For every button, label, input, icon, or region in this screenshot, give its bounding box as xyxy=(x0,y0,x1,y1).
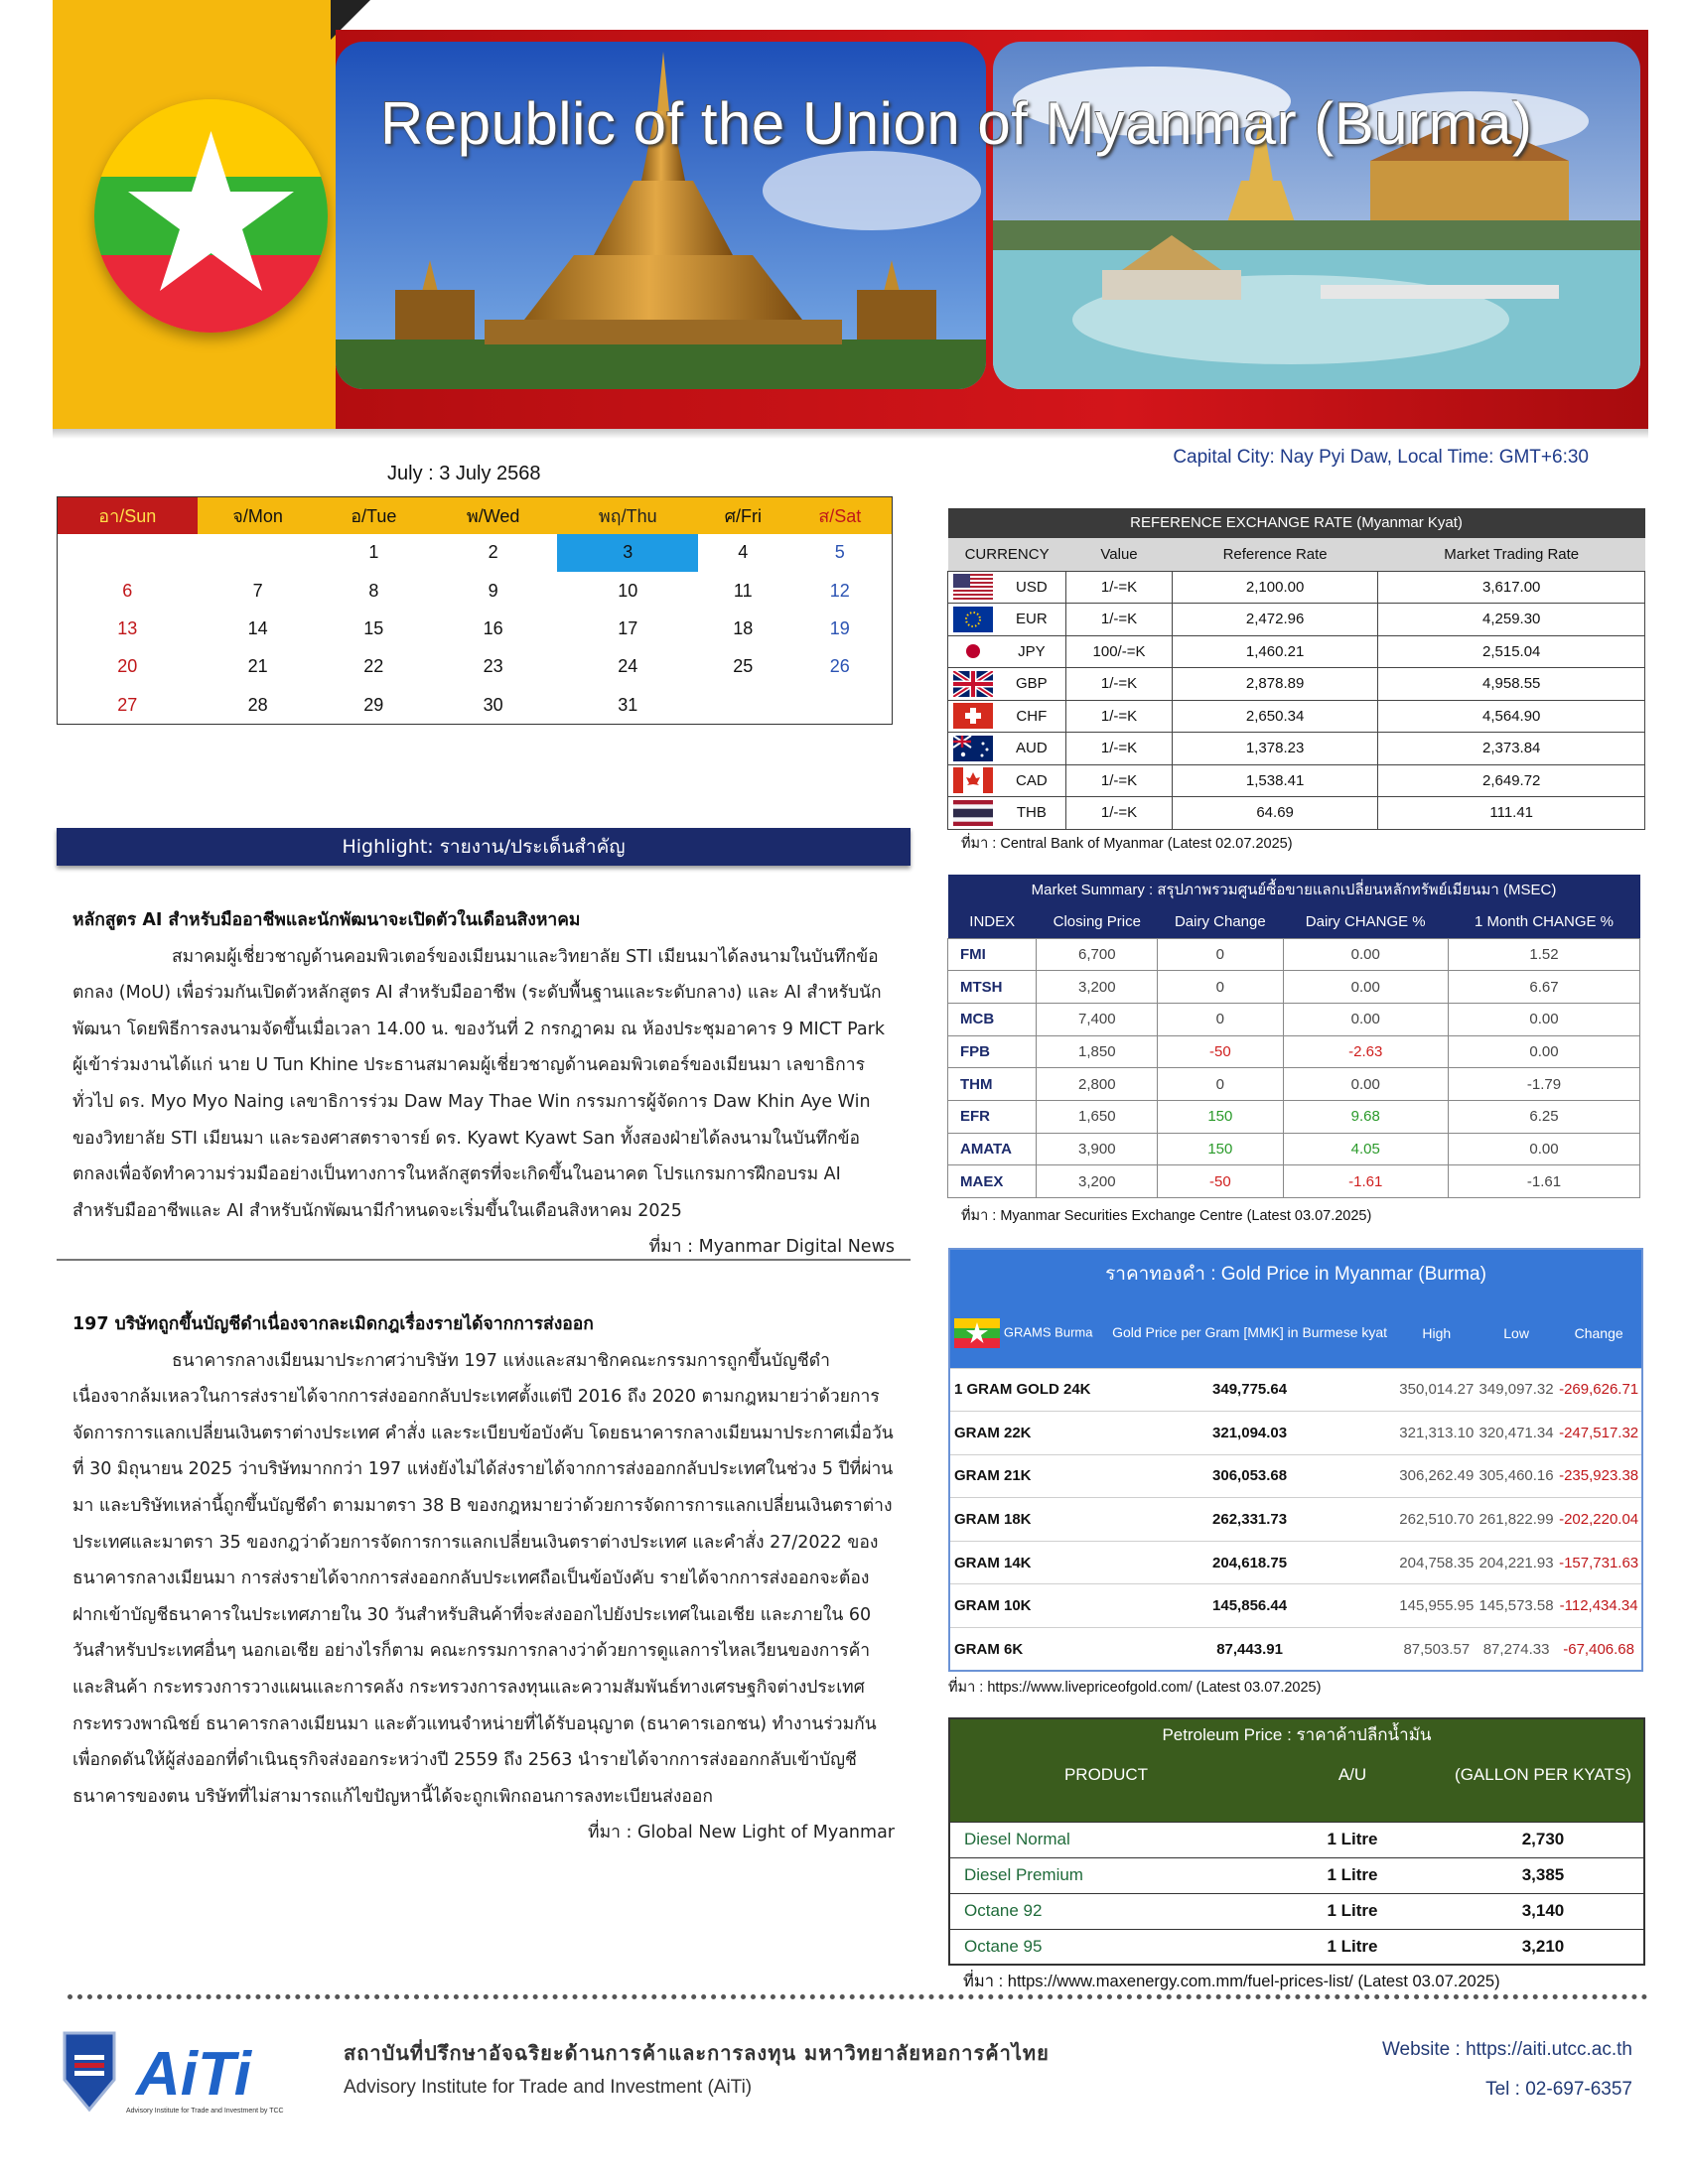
column-header: PRODUCT xyxy=(949,1751,1262,1822)
table-row xyxy=(949,1628,1642,1672)
gold-grade: GRAM 10K xyxy=(949,1584,1102,1628)
table-row xyxy=(949,1584,1642,1628)
aiti-logo xyxy=(55,2025,333,2123)
calendar-day: 2 xyxy=(488,542,498,563)
table-row xyxy=(948,797,1645,830)
gold-high: 204,758.35 xyxy=(1397,1541,1477,1584)
gold-low: 87,274.33 xyxy=(1477,1628,1556,1672)
daily-change-pct: -1.61 xyxy=(1283,1165,1448,1198)
gold-price: 349,775.64 xyxy=(1102,1368,1396,1412)
calendar-week xyxy=(58,572,893,610)
table-row xyxy=(948,604,1645,636)
gold-change: -202,220.04 xyxy=(1556,1498,1642,1542)
reference-rate: 2,472.96 xyxy=(1172,604,1378,636)
calendar-day: 8 xyxy=(368,580,379,601)
table-header-row xyxy=(949,1298,1642,1368)
page-title: Republic of the Union of Myanmar (Burma) xyxy=(380,90,1533,157)
day-header: ส/Sat xyxy=(787,497,892,534)
index-name: MAEX xyxy=(948,1165,1037,1198)
table-row xyxy=(948,1100,1640,1133)
gold-grade: GRAM 14K xyxy=(949,1541,1102,1584)
currency-code: THB xyxy=(998,797,1066,830)
us-flag-icon xyxy=(948,571,998,604)
table-caption: Market Summary : สรุปภาพรวมศูนย์ซื้อขายแลกเปลี่ยนหลักทรัพย์เมียนมา (MSEC) xyxy=(948,875,1640,906)
article-source: ที่มา : Myanmar Digital News xyxy=(648,1237,895,1258)
gold-grade: GRAM 18K xyxy=(949,1498,1102,1542)
closing-price: 6,700 xyxy=(1037,938,1158,971)
table-row xyxy=(949,1541,1642,1584)
calendar-day: 19 xyxy=(829,617,850,638)
calendar-day: 26 xyxy=(829,656,850,677)
gold-high: 145,955.95 xyxy=(1397,1584,1477,1628)
column-header: Dairy Change xyxy=(1158,906,1283,938)
table-row xyxy=(949,1412,1642,1455)
gold-price: 145,856.44 xyxy=(1102,1584,1396,1628)
table-row xyxy=(948,1068,1640,1101)
capital-info: Capital City: Nay Pyi Daw, Local Time: GMT+6:30 xyxy=(1173,447,1589,468)
logo-tagline: Advisory Institute for Trade and Investment by TCC xyxy=(126,2108,284,2115)
daily-change: 150 xyxy=(1158,1100,1283,1133)
gold-low: 145,573.58 xyxy=(1477,1584,1556,1628)
calendar-day: 29 xyxy=(363,694,384,715)
gold-low: 349,097.32 xyxy=(1477,1368,1556,1412)
currency-code: JPY xyxy=(998,635,1066,668)
daily-change-pct: 4.05 xyxy=(1283,1133,1448,1165)
daily-change-pct: 0.00 xyxy=(1283,1003,1448,1035)
currency-code: EUR xyxy=(998,604,1066,636)
closing-price: 3,900 xyxy=(1037,1133,1158,1165)
gold-low: 320,471.34 xyxy=(1477,1412,1556,1455)
gold-change: -67,406.68 xyxy=(1556,1628,1642,1672)
gold-price-table xyxy=(948,1248,1643,1672)
closing-price: 1,850 xyxy=(1037,1035,1158,1068)
calendar-day: 21 xyxy=(247,656,268,677)
market-rate: 2,373.84 xyxy=(1378,733,1645,765)
currency-code: GBP xyxy=(998,668,1066,701)
month-change-pct: -1.61 xyxy=(1448,1165,1639,1198)
table-caption: ราคาทองคำ : Gold Price in Myanmar (Burma) xyxy=(949,1249,1642,1298)
th-flag-icon xyxy=(948,797,998,830)
calendar-day: 11 xyxy=(733,580,753,601)
calendar-day: 25 xyxy=(733,656,754,677)
gold-grade: 1 GRAM GOLD 24K xyxy=(949,1368,1102,1412)
currency-code: CAD xyxy=(998,764,1066,797)
gold-change: -235,923.38 xyxy=(1556,1454,1642,1498)
column-header: Change xyxy=(1556,1298,1642,1368)
table-row xyxy=(948,764,1645,797)
fuel-price: 2,730 xyxy=(1443,1822,1644,1857)
fuel-price: 3,385 xyxy=(1443,1857,1644,1893)
logo-text: AiTi xyxy=(136,2040,251,2109)
market-rate: 4,259.30 xyxy=(1378,604,1645,636)
calendar-day: 3 xyxy=(557,534,698,572)
day-header: อา/Sun xyxy=(58,497,198,534)
calendar-day xyxy=(787,686,892,724)
fuel-product: Octane 95 xyxy=(949,1929,1262,1965)
calendar-week xyxy=(58,534,893,572)
calendar-day: 13 xyxy=(117,617,138,638)
market-rate: 2,515.04 xyxy=(1378,635,1645,668)
closing-price: 3,200 xyxy=(1037,1165,1158,1198)
calendar-day: 20 xyxy=(117,656,138,677)
table-row xyxy=(948,1003,1640,1035)
market-rate: 4,958.55 xyxy=(1378,668,1645,701)
calendar-day: 18 xyxy=(733,617,754,638)
column-header: Dairy CHANGE % xyxy=(1283,906,1448,938)
daily-change-pct: -2.63 xyxy=(1283,1035,1448,1068)
gold-change: -112,434.34 xyxy=(1556,1584,1642,1628)
table-row xyxy=(948,971,1640,1004)
table-header-row xyxy=(949,1751,1644,1822)
gold-low: 204,221.93 xyxy=(1477,1541,1556,1584)
calendar-day: 15 xyxy=(363,617,384,638)
daily-change: 150 xyxy=(1158,1133,1283,1165)
reference-rate: 1,378.23 xyxy=(1172,733,1378,765)
column-header: Market Trading Rate xyxy=(1378,538,1645,571)
reference-rate: 1,538.41 xyxy=(1172,764,1378,797)
daily-change: -50 xyxy=(1158,1165,1283,1198)
market-rate: 4,564.90 xyxy=(1378,700,1645,733)
au-flag-icon xyxy=(948,733,998,765)
day-header: ศ/Fri xyxy=(698,497,787,534)
index-name: MCB xyxy=(948,1003,1037,1035)
gold-change: -269,626.71 xyxy=(1556,1368,1642,1412)
column-header: Reference Rate xyxy=(1172,538,1378,571)
calendar-day: 7 xyxy=(252,580,263,601)
fuel-unit: 1 Litre xyxy=(1262,1929,1443,1965)
header-banner xyxy=(53,0,1648,437)
calendar-day: 1 xyxy=(368,542,379,563)
reference-rate: 2,650.34 xyxy=(1172,700,1378,733)
calendar xyxy=(57,496,893,725)
index-name: AMATA xyxy=(948,1133,1037,1165)
calendar-day xyxy=(198,534,319,572)
index-name: FPB xyxy=(948,1035,1037,1068)
gold-price: 306,053.68 xyxy=(1102,1454,1396,1498)
fuel-unit: 1 Litre xyxy=(1262,1822,1443,1857)
gold-price: 262,331.73 xyxy=(1102,1498,1396,1542)
calendar-day: 4 xyxy=(738,542,749,563)
petroleum-source: ที่มา : https://www.maxenergy.com.mm/fuel-prices-list/ (Latest 03.07.2025) xyxy=(963,1973,1500,1990)
closing-price: 3,200 xyxy=(1037,971,1158,1004)
calendar-day: 12 xyxy=(829,580,850,601)
column-header: CURRENCY xyxy=(948,538,1066,571)
table-row xyxy=(948,938,1640,971)
calendar-title: July : 3 July 2568 xyxy=(387,463,541,484)
table-row xyxy=(948,1165,1640,1198)
currency-code: AUD xyxy=(998,733,1066,765)
article-body: สมาคมผู้เชี่ยวชาญด้านคอมพิวเตอร์ของเมียนมาและวิทยาลัย STI เมียนมาได้ลงนามในบันทึกข้อตกลง (MoU) เพื่อร่วมกันเปิดตัวหลักสูตร AI สำหรับมืออาชีพ (ระดับพื้นฐานและระดับกลาง) และ AI สำหรับนักพัฒนา โดยพิธีการลงนามจัดขึ้นเมื่อเวลา 14.00 น. ของวันที่ 2 กรกฎาคม ณ ห้องประชุมอาคาร 9 MICT Park ผู้เข้าร่วมงานได้แก่ นาย U Tun Khine ประธานสมาคมผู้เชี่ยวชาญด้านคอมพิวเตอร์ของเมียนมา เลขาธิการทั่วไป ดร. Myo Myo Naing เลขาธิการร่วม Daw May Thae Win กรรมการผู้จัดการ Daw Khin Aye Win ของวิทยาลัย STI เมียนมา และรองศาสตราจารย์ ดร. Kyawt Kyawt San ทั้งสองฝ่ายได้ลงนามในบันทึกข้อตกลงเพื่อจัดทำความร่วมมืออย่างเป็นทางการในหลักสูตรที่จะเกิดขึ้นในอนาคต โปรแกรมการฝึกอบรม AI สำหรับมืออาชีพและ AI สำหรับนักพัฒนามีกำหนดจะเริ่มขึ้นในเดือนสิงหาคม 2025 xyxy=(72,946,885,1221)
daily-change: 0 xyxy=(1158,1068,1283,1101)
telephone: Tel : 02-697-6357 xyxy=(1485,2079,1632,2100)
footer-divider xyxy=(68,1994,1648,1999)
currency-code: CHF xyxy=(998,700,1066,733)
table-row xyxy=(948,1035,1640,1068)
table-row xyxy=(948,668,1645,701)
daily-change-pct: 0.00 xyxy=(1283,938,1448,971)
news-article xyxy=(72,1306,897,1851)
market-rate: 111.41 xyxy=(1378,797,1645,830)
calendar-week xyxy=(58,648,893,686)
month-change-pct: 0.00 xyxy=(1448,1133,1639,1165)
calendar-header-row xyxy=(58,497,893,534)
closing-price: 7,400 xyxy=(1037,1003,1158,1035)
news-article xyxy=(72,902,897,1266)
market-rate: 3,617.00 xyxy=(1378,571,1645,604)
gold-high: 350,014.27 xyxy=(1397,1368,1477,1412)
calendar-day: 10 xyxy=(618,580,638,601)
table-row xyxy=(949,1929,1644,1965)
ca-flag-icon xyxy=(948,764,998,797)
index-name: THM xyxy=(948,1068,1037,1101)
currency-value: 1/-=K xyxy=(1066,797,1173,830)
calendar-day: 6 xyxy=(122,580,133,601)
myanmar-flag-icon xyxy=(94,99,328,333)
table-row xyxy=(948,635,1645,668)
fuel-product: Diesel Normal xyxy=(949,1822,1262,1857)
divider xyxy=(57,1259,911,1261)
gold-change: -247,517.32 xyxy=(1556,1412,1642,1455)
gold-grade: GRAM 21K xyxy=(949,1454,1102,1498)
calendar-day: 17 xyxy=(618,617,638,638)
institute-thai-name: สถาบันที่ปรึกษาอัจฉริยะด้านการค้าและการลงทุน มหาวิทยาลัยหอการค้าไทย xyxy=(344,2041,1050,2065)
fuel-product: Diesel Premium xyxy=(949,1857,1262,1893)
eu-flag-icon xyxy=(948,604,998,636)
column-header: Closing Price xyxy=(1037,906,1158,938)
gold-high: 262,510.70 xyxy=(1397,1498,1477,1542)
gb-flag-icon xyxy=(948,668,998,701)
calendar-day: 16 xyxy=(483,617,503,638)
column-header: Low xyxy=(1477,1298,1556,1368)
calendar-day: 23 xyxy=(483,656,503,677)
index-name: FMI xyxy=(948,938,1037,971)
calendar-day: 28 xyxy=(247,694,268,715)
gold-high: 321,313.10 xyxy=(1397,1412,1477,1455)
calendar-day: 27 xyxy=(117,694,138,715)
currency-value: 1/-=K xyxy=(1066,668,1173,701)
petroleum-price-table xyxy=(948,1717,1645,1966)
fuel-product: Octane 92 xyxy=(949,1893,1262,1929)
daily-change-pct: 9.68 xyxy=(1283,1100,1448,1133)
calendar-week xyxy=(58,686,893,724)
reference-rate: 1,460.21 xyxy=(1172,635,1378,668)
month-change-pct: 6.25 xyxy=(1448,1100,1639,1133)
column-header: Value xyxy=(1066,538,1173,571)
gold-price: 204,618.75 xyxy=(1102,1541,1396,1584)
reference-rate: 2,100.00 xyxy=(1172,571,1378,604)
column-header: 1 Month CHANGE % xyxy=(1448,906,1639,938)
jp-flag-icon xyxy=(948,635,998,668)
gold-source: ที่มา : https://www.livepriceofgold.com/ (Latest 03.07.2025) xyxy=(948,1680,1322,1696)
exchange-rate-table xyxy=(947,508,1645,830)
gold-grade: GRAM 22K xyxy=(949,1412,1102,1455)
index-name: MTSH xyxy=(948,971,1037,1004)
day-header: จ/Mon xyxy=(198,497,319,534)
daily-change: 0 xyxy=(1158,971,1283,1004)
table-caption: REFERENCE EXCHANGE RATE (Myanmar Kyat) xyxy=(948,508,1645,538)
table-row xyxy=(949,1893,1644,1929)
day-header: อ/Tue xyxy=(319,497,429,534)
column-header: High xyxy=(1397,1298,1477,1368)
currency-code: USD xyxy=(998,571,1066,604)
article-headline: หลักสูตร AI สำหรับมืออาชีพและนักพัฒนาจะเปิดตัวในเดือนสิงหาคม xyxy=(72,910,581,930)
table-header-row xyxy=(948,906,1640,938)
table-row xyxy=(949,1368,1642,1412)
month-change-pct: 0.00 xyxy=(1448,1035,1639,1068)
table-header-row xyxy=(948,538,1645,571)
month-change-pct: -1.79 xyxy=(1448,1068,1639,1101)
market-summary-table xyxy=(947,875,1640,1198)
day-header: พฤ/Thu xyxy=(557,497,698,534)
column-header: A/U xyxy=(1262,1751,1443,1822)
calendar-day: 24 xyxy=(618,656,638,677)
column-header: (GALLON PER KYATS) xyxy=(1443,1751,1644,1822)
myanmar-flag-icon xyxy=(954,1318,1000,1348)
table-caption: Petroleum Price : ราคาค้าปลีกน้ำมัน xyxy=(949,1718,1644,1751)
column-header: INDEX xyxy=(948,906,1037,938)
table-row xyxy=(948,571,1645,604)
currency-value: 1/-=K xyxy=(1066,604,1173,636)
table-row xyxy=(949,1498,1642,1542)
month-change-pct: 0.00 xyxy=(1448,1003,1639,1035)
table-row xyxy=(949,1454,1642,1498)
calendar-day: 9 xyxy=(488,580,498,601)
currency-value: 1/-=K xyxy=(1066,764,1173,797)
table-row xyxy=(948,1133,1640,1165)
daily-change-pct: 0.00 xyxy=(1283,971,1448,1004)
column-header: GRAMS Burma xyxy=(949,1298,1102,1368)
market-source: ที่มา : Myanmar Securities Exchange Centre (Latest 03.07.2025) xyxy=(961,1208,1372,1224)
table-row xyxy=(948,700,1645,733)
ch-flag-icon xyxy=(948,700,998,733)
gold-price: 321,094.03 xyxy=(1102,1412,1396,1455)
closing-price: 2,800 xyxy=(1037,1068,1158,1101)
daily-change: -50 xyxy=(1158,1035,1283,1068)
table-row xyxy=(949,1822,1644,1857)
market-rate: 2,649.72 xyxy=(1378,764,1645,797)
month-change-pct: 1.52 xyxy=(1448,938,1639,971)
reference-rate: 64.69 xyxy=(1172,797,1378,830)
month-change-pct: 6.67 xyxy=(1448,971,1639,1004)
closing-price: 1,650 xyxy=(1037,1100,1158,1133)
gold-high: 87,503.57 xyxy=(1397,1628,1477,1672)
gold-high: 306,262.49 xyxy=(1397,1454,1477,1498)
institute-english-name: Advisory Institute for Trade and Investment (AiTi) xyxy=(344,2077,753,2098)
article-body: ธนาคารกลางเมียนมาประกาศว่าบริษัท 197 แห่งและสมาชิกคณะกรรมการถูกขึ้นบัญชีดำเนื่องจากล้มเหลวในการส่งรายได้จากการส่งออกกลับประเทศตั้งแต่ปี 2016 ถึง 2020 ตามกฎหมายว่าด้วยการจัดการการแลกเปลี่ยนเงินตราต่างประเทศ คำสั่ง และระเบียบข้อบังคับ โดยธนาคารกลางเมียนมาประกาศเมื่อวันที่ 30 มิถุนายน 2025 ว่าบริษัทมากกว่า 197 แห่งยังไม่ได้ส่งรายได้จากการส่งออกกลับประเทศในช่วง 5 ปีที่ผ่านมา และบริษัทเหล่านี้ถูกขึ้นบัญชีดำ ตามมาตรา 38 B ของกฎหมายว่าด้วยการจัดการการแลกเปลี่ยนเงินตราต่างประเทศและมาตรา 35 ของกฎว่าด้วยการจัดการการแลกเปลี่ยนเงินตราต่างประเทศ และคำสั่ง 27/2022 ของธนาคารกลางเมียนมา การส่งรายได้จากการส่งออกกลับประเทศถือเป็นข้อบังคับ รายได้จากการส่งออกจะต้องฝากเข้าบัญชีธนาคารในประเทศภายใน 30 วันสำหรับสินค้าที่จะส่งออกไปยังประเทศในเอเชีย และภายใน 60 วันสำหรับประเทศอื่นๆ นอกเอเชีย อย่างไรก็ตาม คณะกรรมการกลางว่าด้วยการดูแลการไหลเวียนของการค้าและสินค้า กระทรวงการวางแผนและการคลัง กระทรวงการลงทุนและความสัมพันธ์ทางเศรษฐกิจต่างประเทศ กระทรวงพาณิชย์ ธนาคารกลางเมียนมา และตัวแทนจำหน่ายที่ได้รับอนุญาต (ธนาคารเอกชน) ทำงานร่วมกันเพื่อกดดันให้ผู้ส่งออกที่ดำเนินธุรกิจส่งออกระหว่างปี 2559 ถึง 2563 นำรายได้จากการส่งออกกลับเข้าบัญชีธนาคารของตน บริษัทที่ไม่สามารถแก้ไขปัญหานี้ได้จะถูกเพิกถอนการลงทะเบียนส่งออก xyxy=(72,1350,894,1807)
reference-rate: 2,878.89 xyxy=(1172,668,1378,701)
currency-value: 100/-=K xyxy=(1066,635,1173,668)
daily-change: 0 xyxy=(1158,1003,1283,1035)
table-row xyxy=(948,733,1645,765)
gold-low: 305,460.16 xyxy=(1477,1454,1556,1498)
gold-grade: GRAM 6K xyxy=(949,1628,1102,1672)
column-header: Gold Price per Gram [MMK] in Burmese kyat xyxy=(1102,1298,1396,1368)
calendar-day: 14 xyxy=(247,617,268,638)
calendar-day: 31 xyxy=(618,694,638,715)
gold-low: 261,822.99 xyxy=(1477,1498,1556,1542)
currency-value: 1/-=K xyxy=(1066,733,1173,765)
fuel-price: 3,140 xyxy=(1443,1893,1644,1929)
highlight-header: Highlight: รายงาน/ประเด็นสำคัญ xyxy=(57,828,911,866)
currency-value: 1/-=K xyxy=(1066,700,1173,733)
gold-change: -157,731.63 xyxy=(1556,1541,1642,1584)
daily-change: 0 xyxy=(1158,938,1283,971)
index-name: EFR xyxy=(948,1100,1037,1133)
daily-change-pct: 0.00 xyxy=(1283,1068,1448,1101)
calendar-day: 22 xyxy=(363,656,384,677)
calendar-day: 5 xyxy=(834,542,845,563)
day-header: พ/Wed xyxy=(429,497,557,534)
table-row xyxy=(949,1857,1644,1893)
currency-value: 1/-=K xyxy=(1066,571,1173,604)
calendar-week xyxy=(58,610,893,647)
calendar-day xyxy=(698,686,787,724)
exchange-source: ที่มา : Central Bank of Myanmar (Latest 02.07.2025) xyxy=(961,836,1293,852)
fuel-unit: 1 Litre xyxy=(1262,1893,1443,1929)
article-source: ที่มา : Global New Light of Myanmar xyxy=(588,1823,895,1843)
fuel-price: 3,210 xyxy=(1443,1929,1644,1965)
website-link[interactable]: Website : https://aiti.utcc.ac.th xyxy=(1381,2039,1632,2060)
fuel-unit: 1 Litre xyxy=(1262,1857,1443,1893)
article-headline: 197 บริษัทถูกขึ้นบัญชีดำเนื่องจากละเมิดกฎเรื่องรายได้จากการส่งออก xyxy=(72,1314,594,1334)
calendar-day: 30 xyxy=(483,694,503,715)
calendar-day xyxy=(58,534,198,572)
gold-price: 87,443.91 xyxy=(1102,1628,1396,1672)
